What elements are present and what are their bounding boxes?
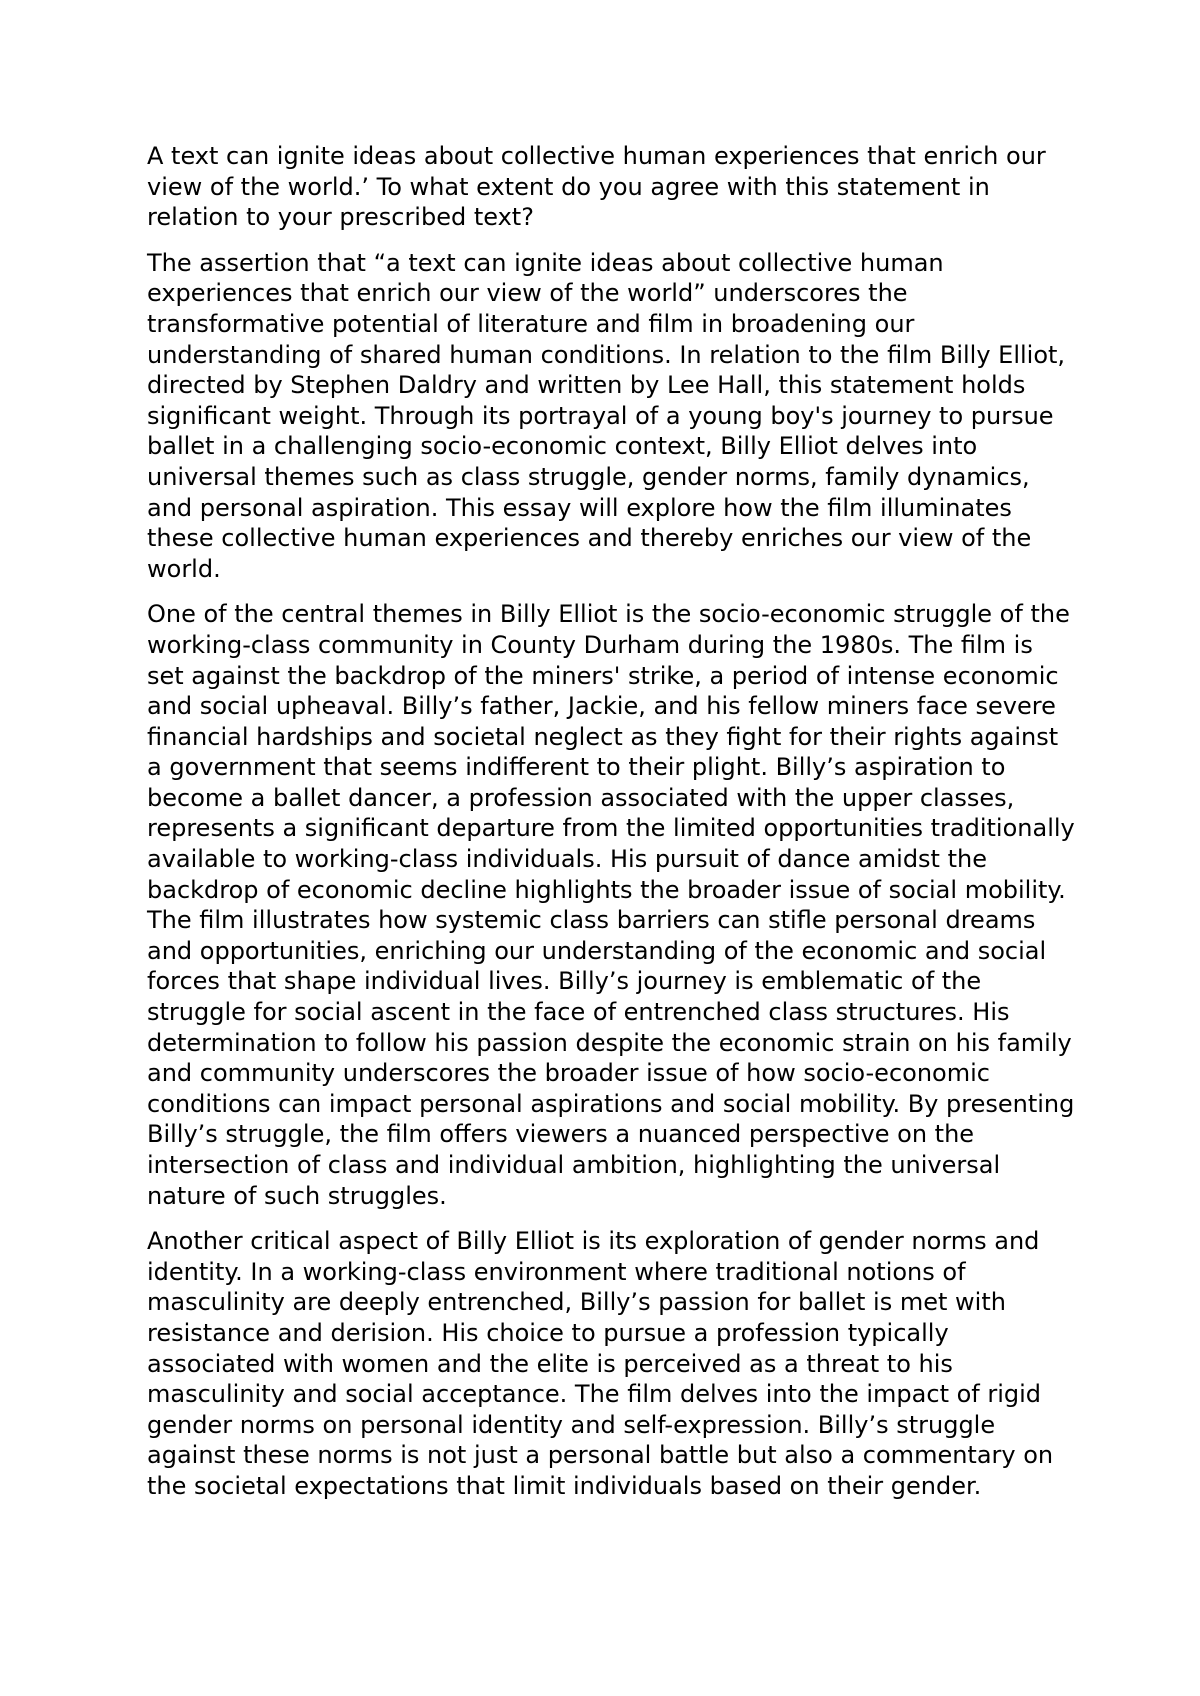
document-body <box>147 141 1077 1517</box>
paragraph-introduction: The assertion that “a text can ignite ideas about collective human experiences that enrich our view of the world” underscores the transformative potential of literature and film in broadening our understanding of shared human conditions. In relation to the film Billy Elliot, directed by Stephen Daldry and written by Lee Hall, this statement holds significant weight. Through its portrayal of a young boy's journey to pursue ballet in a challenging socio-economic context, Billy Elliot delves into universal themes such as class struggle, gender norms, family dynamics, and personal aspiration. This essay will explore how the film illuminates these collective human experiences and thereby enriches our view of the world. <box>147 248 1066 583</box>
paragraph-class-struggle: One of the central themes in Billy Elliot is the socio-economic struggle of the working-class community in County Durham during the 1980s. The film is set against the backdrop of the miners' strike, a period of intense economic and social upheaval. Billy’s father, Jackie, and his fellow miners face severe financial hardships and societal neglect as they fight for their rights against a government that seems indifferent to their plight. Billy’s aspiration to become a ballet dancer, a profession associated with the upper classes, represents a significant departure from the limited opportunities traditionally available to working-class individuals. His pursuit of dance amidst the backdrop of economic decline highlights the broader issue of social mobility. The film illustrates how systemic class barriers can stifle personal dreams and opportunities, enriching our understanding of the economic and social forces that shape individual lives. Billy’s journey is emblematic of the struggle for social ascent in the face of entrenched class structures. His determination to follow his passion despite the economic strain on his family and community underscores the broader issue of how socio-economic conditions can impact personal aspirations and social mobility. By presenting Billy’s struggle, the film offers viewers a nuanced perspective on the intersection of class and individual ambition, highlighting the universal nature of such struggles. <box>147 600 1075 1210</box>
essay-prompt: A text can ignite ideas about collective human experiences that enrich our view of the world.’ To what extent do you agree with this statement in relation to your prescribed text? <box>147 142 1046 232</box>
paragraph-gender-norms: Another critical aspect of Billy Elliot is its exploration of gender norms and identity. In a working-class environment where traditional notions of masculinity are deeply entrenched, Billy’s passion for ballet is met with resistance and derision. His choice to pursue a profession typically associated with women and the elite is perceived as a threat to his masculinity and social acceptance. The film delves into the impact of rigid gender norms on personal identity and self-expression. Billy’s struggle against these norms is not just a personal battle but also a commentary on the societal expectations that limit individuals based on their gender. <box>147 1227 1054 1500</box>
